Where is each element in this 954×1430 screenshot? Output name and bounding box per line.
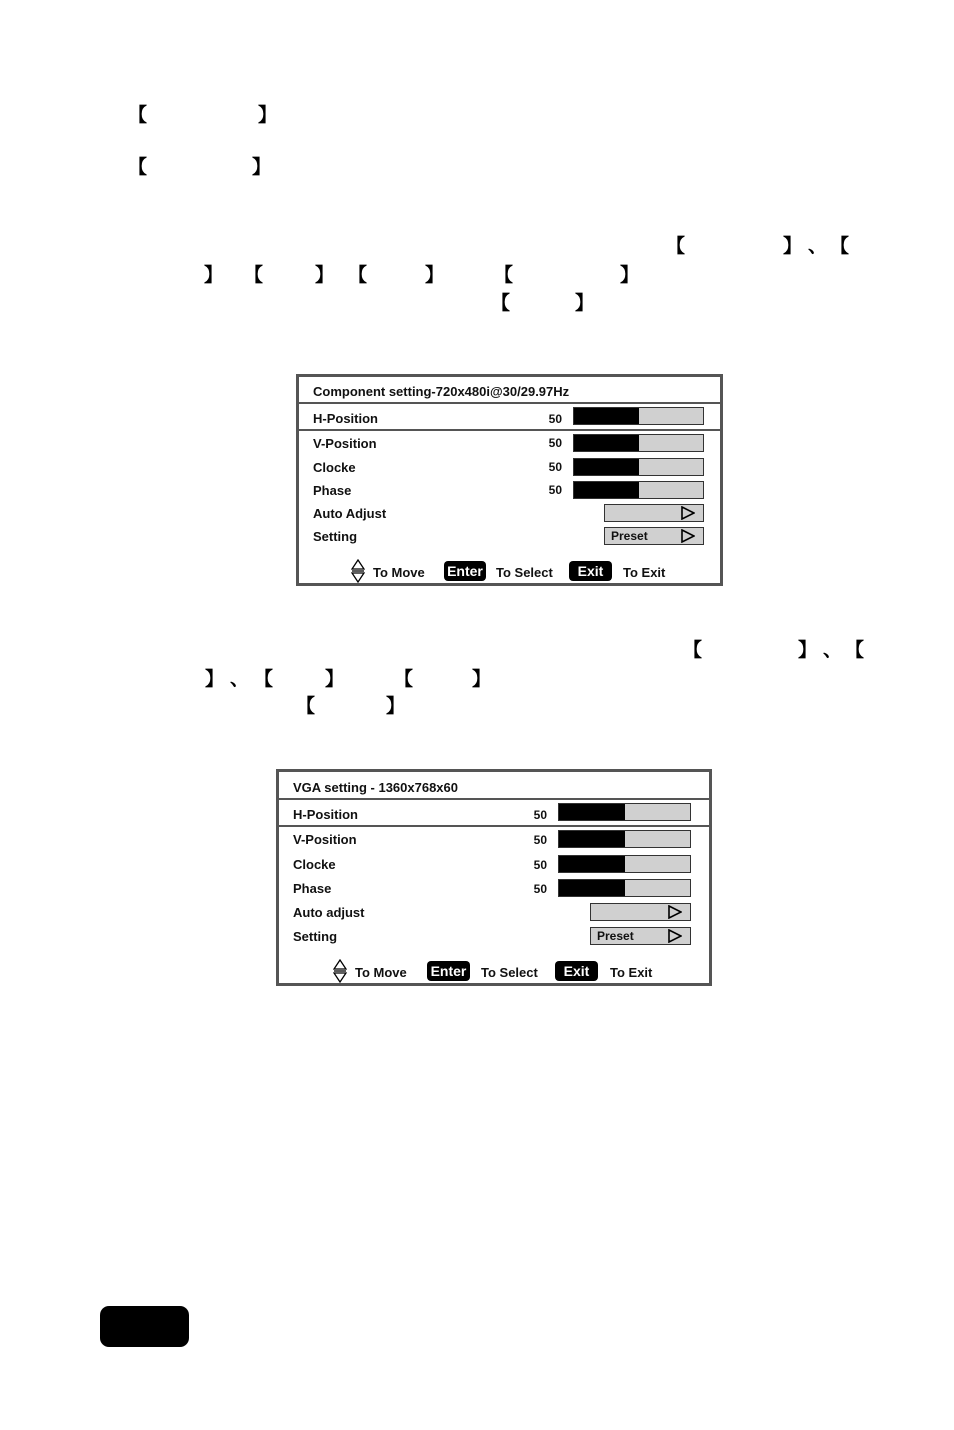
bracket-open: 【 <box>394 668 414 690</box>
h-position-value: 50 <box>533 808 547 822</box>
play-arrow-icon <box>681 529 695 543</box>
bracket-close: 】 <box>575 292 595 314</box>
preset-label: Preset <box>597 929 634 943</box>
exit-key: Exit <box>569 561 612 581</box>
bracket-open: 【 <box>254 668 274 690</box>
bracket-close: 】 <box>205 668 225 690</box>
bracket-open: 【 <box>128 156 148 178</box>
play-arrow-icon <box>668 929 682 943</box>
setting-preset-button[interactable] <box>590 927 691 945</box>
phase-slider[interactable] <box>558 879 691 897</box>
auto-adjust-label: Auto adjust <box>293 905 365 920</box>
clocke-label: Clocke <box>313 460 356 475</box>
auto-adjust-label: Auto Adjust <box>313 506 387 521</box>
bracket-open: 【 <box>683 639 703 661</box>
bracket-close: 】 <box>325 668 345 690</box>
bracket-close: 】 <box>425 264 445 286</box>
clocke-slider[interactable] <box>558 855 691 873</box>
h-position-value: 50 <box>548 412 562 426</box>
to-exit-hint: To Exit <box>623 565 666 580</box>
to-select-hint: To Select <box>496 565 553 580</box>
play-arrow-icon <box>668 905 682 919</box>
clocke-label: Clocke <box>293 857 336 872</box>
list-comma: 、 <box>230 668 250 690</box>
play-arrow-icon <box>681 506 695 520</box>
v-position-slider[interactable] <box>573 434 704 452</box>
list-comma: 、 <box>808 235 828 257</box>
v-position-value: 50 <box>533 833 547 847</box>
to-exit-hint: To Exit <box>610 965 653 980</box>
clocke-value: 50 <box>548 460 562 474</box>
setting-label: Setting <box>293 929 338 944</box>
auto-adjust-button[interactable] <box>604 504 704 522</box>
v-position-label: V-Position <box>293 832 357 847</box>
bracket-open: 【 <box>348 264 368 286</box>
bracket-open: 【 <box>494 264 514 286</box>
bracket-open: 【 <box>666 235 686 257</box>
enter-key: Enter <box>444 561 486 581</box>
bracket-close: 】 <box>252 156 272 178</box>
auto-adjust-button[interactable] <box>590 903 691 921</box>
v-position-value: 50 <box>548 436 562 450</box>
preset-label: Preset <box>611 529 648 543</box>
divider <box>299 429 720 431</box>
phase-label: Phase <box>313 483 352 498</box>
bracket-close: 】 <box>798 639 818 661</box>
list-comma: 、 <box>823 639 843 661</box>
up-down-arrows-icon <box>333 959 347 983</box>
exit-key: Exit <box>555 961 598 981</box>
to-select-hint: To Select <box>481 965 538 980</box>
bracket-open: 【 <box>296 695 316 717</box>
clocke-slider[interactable] <box>573 458 704 476</box>
h-position-label: H-Position <box>293 807 358 822</box>
bracket-close: 】 <box>783 235 803 257</box>
phase-label: Phase <box>293 881 332 896</box>
divider <box>299 402 720 404</box>
to-move-hint: To Move <box>355 965 407 980</box>
setting-label: Setting <box>313 529 358 544</box>
bracket-close: 】 <box>204 264 224 286</box>
page-number-badge <box>100 1306 189 1347</box>
component-setting-panel <box>296 374 723 586</box>
to-move-hint: To Move <box>373 565 425 580</box>
setting-preset-button[interactable] <box>604 527 704 545</box>
panel-title: Component setting-720x480i@30/29.97Hz <box>313 384 570 399</box>
phase-slider[interactable] <box>573 481 704 499</box>
phase-value: 50 <box>548 483 562 497</box>
bracket-close: 】 <box>258 104 278 126</box>
bracket-close: 】 <box>315 264 335 286</box>
v-position-slider[interactable] <box>558 830 691 848</box>
enter-key: Enter <box>427 961 470 981</box>
h-position-slider[interactable] <box>558 803 691 821</box>
bracket-open: 【 <box>128 104 148 126</box>
h-position-slider[interactable] <box>573 407 704 425</box>
bracket-open: 【 <box>830 235 850 257</box>
h-position-label: H-Position <box>313 411 378 426</box>
divider <box>279 798 709 800</box>
clocke-value: 50 <box>533 858 547 872</box>
divider <box>279 825 709 827</box>
up-down-arrows-icon <box>351 559 365 583</box>
bracket-open: 【 <box>845 639 865 661</box>
bracket-close: 】 <box>620 264 640 286</box>
bracket-open: 【 <box>491 292 511 314</box>
phase-value: 50 <box>533 882 547 896</box>
vga-setting-panel <box>276 769 712 986</box>
v-position-label: V-Position <box>313 436 377 451</box>
panel-title: VGA setting - 1360x768x60 <box>293 780 458 795</box>
bracket-close: 】 <box>472 668 492 690</box>
bracket-close: 】 <box>386 695 406 717</box>
bracket-open: 【 <box>244 264 264 286</box>
